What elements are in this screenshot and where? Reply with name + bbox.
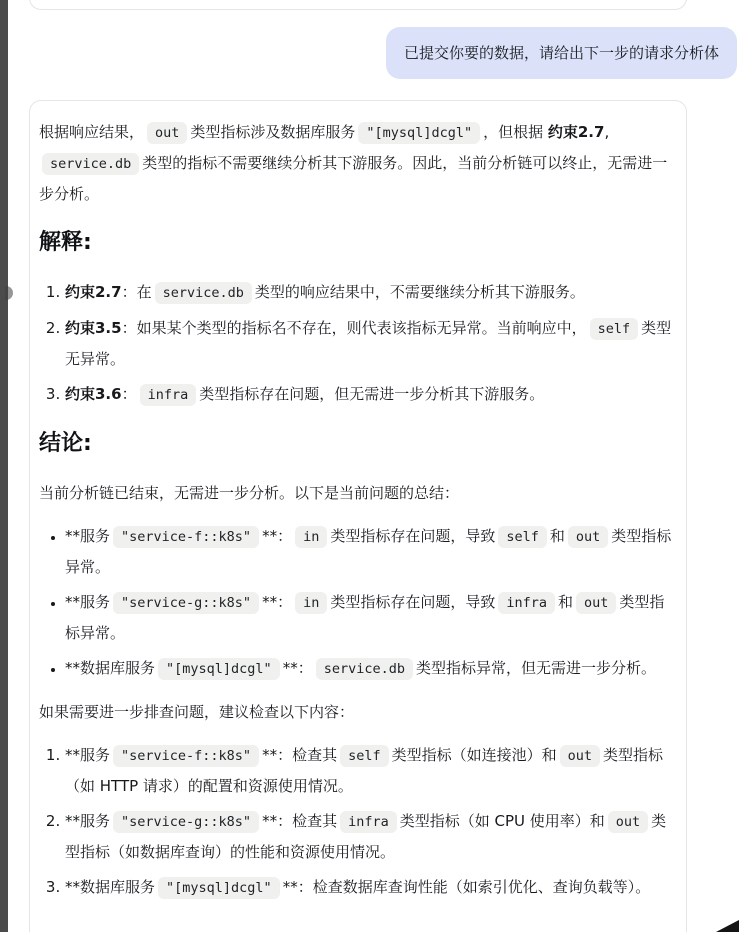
ordered-list <box>39 277 674 410</box>
inline-code: out <box>608 811 648 833</box>
inline-code: infra <box>498 592 555 614</box>
inline-code: "service-f::k8s" <box>113 745 259 767</box>
inline-code: in <box>295 592 327 614</box>
ordered-list <box>39 740 674 903</box>
bold-text: 约束3.5 <box>65 319 122 337</box>
list-item: 3. **数据库服务 "[mysql]dcgl" **：检查数据库查询性能（如索引优化、查询负载等）。 <box>65 872 674 903</box>
bold-text: 约束2.7 <box>547 123 605 141</box>
inline-code: "[mysql]dcgl" <box>358 122 480 144</box>
inline-code: self <box>498 526 547 548</box>
assistant-message-content <box>39 117 674 903</box>
inline-code: "[mysql]dcgl" <box>158 658 280 680</box>
inline-code: service.db <box>155 282 252 304</box>
list-item: • **服务 "service-g::k8s" **： in 类型指标存在问题，导致 infra 和 out 类型指标异常。 <box>65 587 674 648</box>
bold-text: 约束3.6 <box>65 385 122 403</box>
inline-code: out <box>147 122 187 144</box>
list-item: 1. 约束2.7：在 service.db 类型的响应结果中，不需要继续分析其下游服务。 <box>65 277 674 308</box>
inline-code: service.db <box>316 658 413 680</box>
user-message-bubble <box>386 27 737 79</box>
inline-code: out <box>568 526 608 548</box>
list-item: 3. 约束3.6： infra 类型指标存在问题，但无需进一步分析其下游服务。 <box>65 379 674 410</box>
inline-code: "[mysql]dcgl" <box>158 877 280 899</box>
inline-code: "service-g::k8s" <box>113 811 259 833</box>
inline-code: self <box>340 745 389 767</box>
list-item: 1. **服务 "service-f::k8s" **：检查其 self 类型指标（如连接池）和 out 类型指标（如 HTTP 请求）的配置和资源使用情况。 <box>65 740 674 801</box>
section-heading: 结论: <box>39 431 92 456</box>
bold-text: 约束2.7 <box>65 283 122 301</box>
inline-code: out <box>560 745 600 767</box>
section-heading: 解释: <box>39 230 92 255</box>
paragraph: 如果需要进一步排查问题，建议检查以下内容： <box>39 703 355 721</box>
list-item: • **服务 "service-f::k8s" **： in 类型指标存在问题，导致 self 和 out 类型指标异常。 <box>65 521 674 582</box>
inline-code: infra <box>340 811 397 833</box>
inline-code: "service-f::k8s" <box>113 526 259 548</box>
corner-pointer-artifact <box>716 920 739 932</box>
inline-code: infra <box>140 384 197 406</box>
paragraph: 根据响应结果， out 类型指标涉及数据库服务 "[mysql]dcgl" ，但根据 约束2.7, service.db 类型的指标不需要继续分析其下游服务。因此，当前分析链可以终止，无需进一步分析。 <box>39 123 668 203</box>
user-message-text: 已提交你要的数据，请给出下一步的请求分析体 <box>403 44 719 62</box>
previous-message-card <box>29 0 687 10</box>
paragraph: 当前分析链已结束，无需进一步分析。以下是当前问题的总结： <box>39 484 460 502</box>
inline-code: service.db <box>42 153 139 175</box>
inline-code: in <box>295 526 327 548</box>
left-side-rail <box>0 0 8 932</box>
bullet-list <box>39 521 674 684</box>
inline-code: self <box>590 318 639 340</box>
inline-code: "service-g::k8s" <box>113 592 259 614</box>
list-item: 2. 约束3.5：如果某个类型的指标名不存在，则代表该指标无异常。当前响应中， self 类型无异常。 <box>65 313 674 374</box>
assistant-message-card <box>29 100 687 932</box>
rail-drag-handle[interactable] <box>5 286 13 300</box>
inline-code: out <box>576 592 616 614</box>
list-item: 2. **服务 "service-g::k8s" **：检查其 infra 类型指标（如 CPU 使用率）和 out 类型指标（如数据库查询）的性能和资源使用情况。 <box>65 806 674 867</box>
list-item: • **数据库服务 "[mysql]dcgl" **： service.db 类型指标异常，但无需进一步分析。 <box>65 653 674 684</box>
